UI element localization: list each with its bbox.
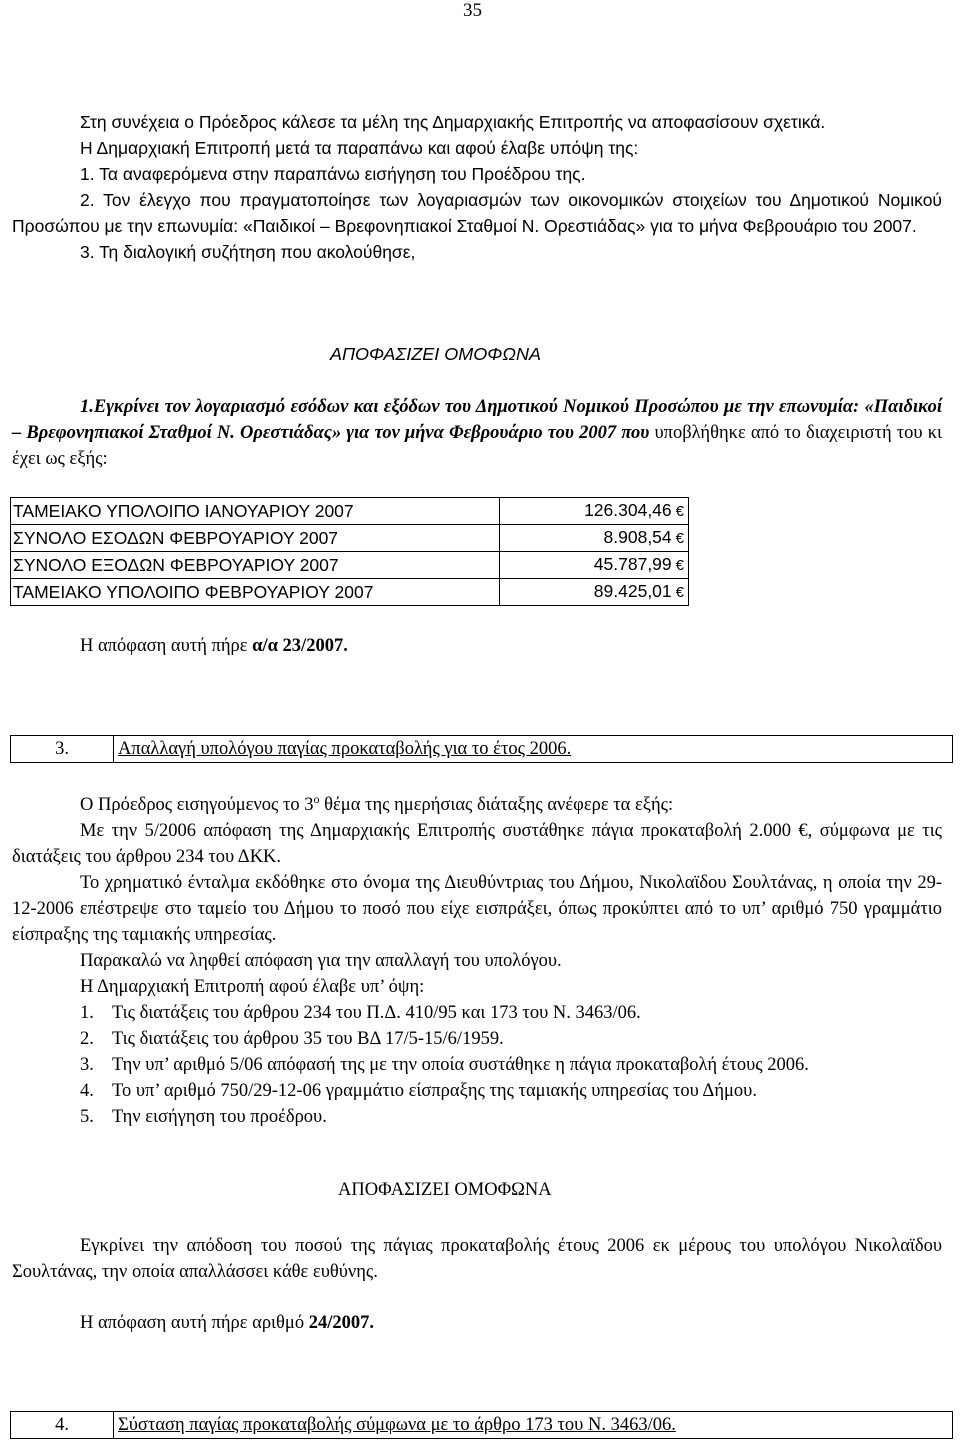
euro-icon: € <box>675 503 684 520</box>
intro-section <box>12 109 942 265</box>
row-value: 8.908,54 € <box>500 525 689 552</box>
list-item: 4. Το υπ’ αριθμό 750/29-12-06 γραμμάτιο είσπραξης της ταμιακής υπηρεσίας του Δήμου. <box>80 1081 757 1101</box>
section-3-paragraph-3: Το χρηματικό ένταλμα εκδόθηκε στο όνομα της Διευθύντριας του Δήμου, Νικολαϊδου Σουλτάνας, η οποία την 29-12-2006 επέστρεψε στο ταμείο του Δήμου το ποσό που είχε εισπράξει, όπως προκύπτει από το υπ’ αριθμό 750 γραμμάτιο είσπραξης της ταμιακής υπηρεσίας. <box>12 873 942 945</box>
table-row <box>11 498 689 525</box>
section-3-number-line <box>12 1310 960 1336</box>
section-4-title: Σύσταση παγίας προκαταβολής σύμφωνα με το άρθρο 173 του Ν. 3463/06. <box>114 1412 953 1439</box>
intro-item-2: 2. Τον έλεγχο που πραγματοποίησε των λογαριασμών των οικονομικών στοιχείων του Δημοτικού Νομικού Προσώπου με την επωνυμία: «Παιδικοί – Βρεφονηπιακοί Σταθμοί Ν. Ορεστιάδας» για το μήνα Φεβρουάριο του 2007. <box>12 190 942 236</box>
row-label: ΣΥΝΟΛΟ ΕΣΟΔΩΝ ΦΕΒΡΟΥΑΡΙΟΥ 2007 <box>11 525 500 552</box>
euro-icon: € <box>675 557 684 574</box>
section-4-header <box>10 1411 953 1439</box>
table-row <box>11 525 689 552</box>
decision-1-rest-text: υποβλήθηκε από το διαχειριστή του κι έχει ως εξής: <box>12 423 942 469</box>
decision-prefix: Η απόφαση αυτή πήρε <box>80 636 253 656</box>
list-item: 5. Την εισήγηση του προέδρου. <box>80 1107 327 1127</box>
row-value: 45.787,99 € <box>500 552 689 579</box>
row-label: ΣΥΝΟΛΟ ΕΞΟΔΩΝ ΦΕΒΡΟΥΑΡΙΟΥ 2007 <box>11 552 500 579</box>
decision-1-text <box>12 394 942 472</box>
euro-icon: € <box>675 530 684 547</box>
intro-item-3: 3. Τη διαλογική συζήτηση που ακολούθησε, <box>80 242 416 262</box>
table-row <box>11 579 689 606</box>
decision-1-bold-text: 1.Εγκρίνει τον λογαριασμό εσόδων και εξόδων του Δημοτικού Νομικού Προσώπου με την επωνυμία: «Παιδικοί – Βρεφονηπιακοί Σταθμοί Ν. Ορεστιάδας» για τον μήνα Φεβρουάριο του 2007 που <box>12 397 942 443</box>
list-item: 3. Την υπ’ αριθμό 5/06 απόφασή της με την οποία συστάθηκε η πάγια προκαταβολή έτους 2006. <box>80 1055 809 1075</box>
intro-item-1: 1. Τα αναφερόμενα στην παραπάνω εισήγηση του Προέδρου της. <box>80 164 586 184</box>
section-3-intro: Ο Πρόεδρος εισηγούμενος το $3^o$ θέμα της ημερήσιας διάταξης ανέφερε τα εξής: <box>80 791 674 815</box>
section-3-body <box>12 792 942 1130</box>
table-row <box>11 552 689 579</box>
section-3-header <box>10 735 953 763</box>
section-4-number: 4. <box>11 1412 114 1439</box>
list-item: 1. Τις διατάξεις του άρθρου 234 του Π.Δ. 410/95 και 173 του Ν. 3463/06. <box>80 1003 641 1023</box>
decision-1-number-line <box>12 633 960 659</box>
page-number: 35 <box>463 0 482 21</box>
decision-prefix: Η απόφαση αυτή πήρε αριθμό <box>80 1313 309 1333</box>
decision-heading-1: ΑΠΟΦΑΣΙΖΕΙ ΟΜΟΦΩΝΑ <box>330 344 541 364</box>
section-3-number: 3. <box>11 736 114 763</box>
list-item: 2. Τις διατάξεις του άρθρου 35 του ΒΔ 17/5-15/6/1959. <box>80 1029 504 1049</box>
section-3-paragraph-4: Παρακαλώ να ληφθεί απόφαση για την απαλλαγή του υπολόγου. <box>80 951 562 971</box>
intro-considerations: Η Δημαρχιακή Επιτροπή μετά τα παραπάνω και αφού έλαβε υπόψη της: <box>80 138 639 158</box>
euro-icon: € <box>675 584 684 601</box>
decision-number: 24/2007. <box>308 1313 374 1333</box>
section-3-title: Απαλλαγή υπολόγου παγίας προκαταβολής για το έτος 2006. <box>114 736 953 763</box>
section-3-paragraph-5: Η Δημαρχιακή Επιτροπή αφού έλαβε υπ’ όψη: <box>80 977 425 997</box>
row-label: ΤΑΜΕΙΑΚΟ ΥΠΟΛΟΙΠΟ ΦΕΒΡΟΥΑΡΙΟΥ 2007 <box>11 579 500 606</box>
intro-paragraph: Στη συνέχεια ο Πρόεδρος κάλεσε τα μέλη της Δημαρχιακής Επιτροπής να αποφασίσουν σχετικά. <box>80 112 826 132</box>
row-value: 89.425,01 € <box>500 579 689 606</box>
decision-number: α/α 23/2007. <box>252 636 348 656</box>
row-value: 126.304,46 € <box>500 498 689 525</box>
section-3-decision-text: Εγκρίνει την απόδοση του ποσού της πάγιας προκαταβολής έτους 2006 εκ μέρους του υπολόγου Νικολαϊδου Σουλτάνας, την οποία απαλλάσσει κάθε ευθύνης. <box>12 1236 942 1282</box>
balance-table <box>10 497 689 606</box>
section-3-paragraph-2: Με την 5/2006 απόφαση της Δημαρχιακής Επιτροπής συστάθηκε πάγια προκαταβολή 2.000 €, σύμφωνα με τις διατάξεις του άρθρου 234 του ΔΚΚ. <box>12 821 942 867</box>
decision-heading-2: ΑΠΟΦΑΣΙΖΕΙ ΟΜΟΦΩΝΑ <box>338 1180 552 1200</box>
row-label: ΤΑΜΕΙΑΚΟ ΥΠΟΛΟΙΠΟ ΙΑΝΟΥΑΡΙΟΥ 2007 <box>11 498 500 525</box>
